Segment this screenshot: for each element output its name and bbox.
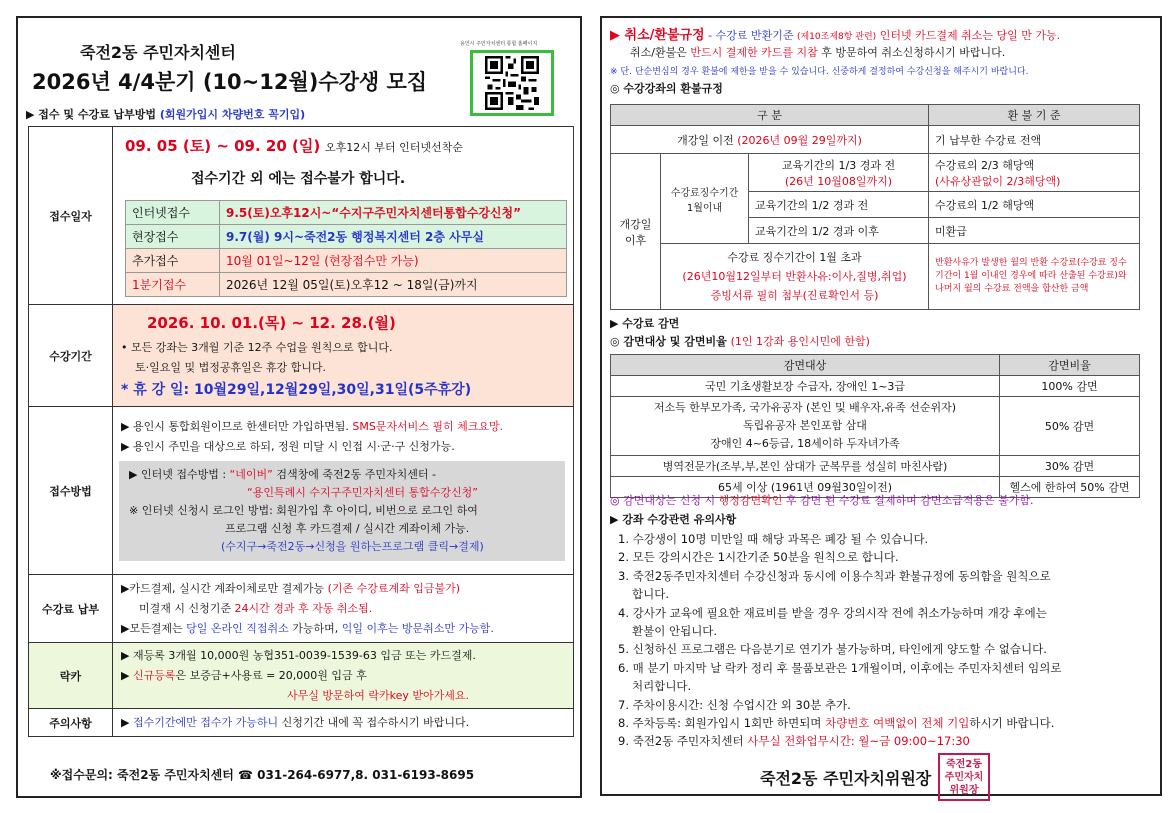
refund-header: ▶ 취소/환불규정 - 수강료 반환기준 (제10조제8항 관련) 인터넷 카드결제 취소는 당일 만 가능. (610, 28, 1061, 43)
reg-row-value: 9.5(토)오후12시~“수지구주민자치센터통합수강신청” (220, 200, 567, 224)
discount-row-target: 국민 기초생활보장 수급자, 장애인 1~3급 (611, 376, 1000, 397)
notes-list (618, 530, 1062, 751)
reg-row-key: 현장접수 (126, 224, 220, 248)
payment-line2: 미결재 시 신청기준 24시간 경과 후 자동 취소됨. (139, 601, 373, 615)
note-item: 처리합니다. (632, 679, 692, 694)
caution-line: ▶ 접수기간에만 접수가 가능하니 신청기간 내에 꼭 접수하시기 바랍니다. (121, 715, 470, 729)
refund-row-half-value: 수강료의 1/2 해당액 (929, 192, 1140, 218)
note-item: 8. 주차등록: 회원가입시 1회만 하면되며 차량번호 여백없이 전체 기입하시기 바랍니다. (618, 716, 1055, 731)
note-item: 5. 신청하신 프로그램은 다음분기로 연기가 불가능하며, 타인에게 양도할 수 없습니다. (618, 642, 1047, 657)
discount-row-rate: 100% 감면 (1000, 376, 1140, 397)
refund-row-over-month-value: 반환사유가 발생한 월의 반환 수강료(수강료 징수기간이 1월 이내인 경우에 따라 산출된 수강료)와 나머지 월의 수강료 전액을 합산한 금액 (929, 244, 1140, 310)
refund-row-after-half-value: 미환급 (929, 218, 1140, 244)
internet-method-box: ▶ 인터넷 접수방법 : “네이버” 검색창에 죽전2동 주민자치센터 - “용인특례시 수지구주민자치센터 통합수강신청” ※ 인터넷 신청시 로그인 방법: 회원가입 후 아이디, 비번으로 로그인 하여 프로그램 신청 후 카드결제 / 실시간 계좌이체 가능. (수지구→죽전2동→신청을 원하는프로그램 클릭→결제) (119, 461, 565, 561)
course-label: 수강기간 (29, 305, 113, 407)
reg-warning: 접수기간 외 에는 접수불가 합니다. (191, 170, 406, 187)
refund-row-third: 교육기간의 1/3 경과 전 (26년 10월08일까지) (749, 154, 929, 192)
integrated-registration-link[interactable]: “용인특례시 수지구주민자치센터 통합수강신청” (247, 485, 478, 499)
note-item: 3. 죽전2동주민자치센터 수강신청과 동시에 이용수칙과 환불규정에 동의함을 원칙으로 (618, 568, 1051, 583)
qr-caption: 용인시 주민자치센터 통합 홈페이지 (460, 41, 538, 47)
org-title: 죽전2동 주민자치센터 (80, 43, 236, 62)
refund-row-half: 교육기간의 1/2 경과 전 (749, 192, 929, 218)
reg-row-key: 1분기접수 (126, 272, 220, 296)
discount-subheader: ◎ 감면대상 및 감면비율 (1인 1강좌 용인시민에 한함) (610, 335, 870, 348)
discount-row-target: 저소득 한부모가족, 국가유공자 (본인 및 배우자,유족 선순위자) 독립유공자 본인포함 삼대 장애인 4~6등급, 18세이하 두자녀가족 (611, 397, 1000, 456)
course-period: 2026. 10. 01.(목) ~ 12. 28.(월) (147, 314, 396, 332)
after-start-label: 개강일 이후 (611, 154, 661, 310)
caution-label: 주의사항 (29, 709, 113, 737)
reg-channel-table (125, 200, 567, 297)
locker-line2: ▶ 신규등록은 보증금+사용료 = 20,000원 입금 후 (121, 668, 367, 682)
refund-table (610, 104, 1140, 310)
notes-header: ▶ 강좌 수강관련 유의사항 (610, 513, 737, 526)
note-item: 합니다. (632, 587, 669, 602)
contact-footer: ※접수문의: 죽전2동 주민자치센터 ☎ 031-264-6977,8. 031-6193-8695 (50, 768, 475, 782)
signature-title: 죽전2동 주민자치위원장 (760, 769, 932, 788)
refund-rule-title: ◎ 수강강좌의 환불규정 (610, 82, 723, 95)
discount-header: ▶ 수강료 감면 (610, 317, 680, 330)
refund-line3: ※ 단. 단순변심의 경우 환불에 제한을 받을 수 있습니다. 신중하게 결정하여 수강신청을 해주시기 바랍니다. (610, 67, 1029, 77)
locker-line1: ▶ 재등록 3개월 10,000원 농협351-0039-1539-63 입금 또는 카드결제. (121, 648, 476, 662)
payment-label: 수강료 납부 (29, 575, 113, 643)
note-item: 환불이 안됩니다. (632, 624, 718, 639)
refund-row-before-value: 기 납부한 수강료 전액 (929, 126, 1140, 154)
holiday-line: * 휴 강 일: 10월29일,12월29일,30일,31일(5주휴강) (121, 382, 472, 398)
note-item: 2. 모든 강의시간은 1시간기준 50분을 원칙으로 합니다. (618, 550, 899, 565)
discount-col-rate: 감면비율 (1000, 355, 1140, 376)
note-item: 1. 수강생이 10명 미만일 때 해당 과목은 폐강 될 수 있습니다. (618, 532, 929, 546)
refund-col-category: 구 분 (611, 105, 929, 126)
note-item: 9. 죽전2동 주민자치센터 사무실 전화업무시간: 월~금 09:00~17:30 (618, 734, 970, 749)
note-item: 6. 매 분기 마지막 날 락카 정리 후 물품보관은 1개월이며, 이후에는 주민자치센터 임의로 (618, 660, 1062, 675)
reg-row-value: 9.7(월) 9시~죽전2동 행정복지센터 2층 사무실 (220, 224, 567, 248)
info-table (28, 126, 574, 737)
discount-col-target: 감면대상 (611, 355, 1000, 376)
official-seal-icon: 죽전2동 주민자치 위원장 (938, 753, 990, 801)
discount-row-target: 병역전문가(조부,부,본인 삼대가 군복무를 성실히 마친사람) (611, 456, 1000, 477)
reg-row-value: 10월 01일~12일 (현장접수만 가능) (220, 248, 567, 272)
reg-row-value: 2026년 12월 05일(토)오후12 ~ 18일(금)까지 (220, 272, 567, 296)
method-line2: ▶ 용인시 주민을 대상으로 하되, 정원 미달 시 인접 시·군·구 신청가능. (121, 439, 455, 453)
refund-col-criteria: 환 불 기 준 (929, 105, 1140, 126)
refund-row-third-value: 수강료의 2/3 해당액 (사유상관없이 2/3해당액) (929, 154, 1140, 192)
note-item: 4. 강사가 교육에 필요한 재료비를 받을 경우 강의시작 전에 취소가능하며 개강 후에는 (618, 605, 1047, 620)
reg-label: 접수일자 (29, 127, 113, 305)
refund-row-before: 개강일 이전 (2026년 09월 29일까지) (611, 126, 929, 154)
refund-row-over-month: 수강료 징수기간이 1월 초과 (26년10월12일부터 반환사유:이사,질병,취업) 증빙서류 필히 첨부(진료확인서 등) (661, 244, 929, 310)
qr-code-icon[interactable] (470, 50, 554, 116)
refund-line2: 취소/환불은 반드시 결제한 카드를 지참 후 방문하여 취소신청하시기 바랍니다. (630, 46, 1006, 59)
discount-row-rate: 30% 감면 (1000, 456, 1140, 477)
payment-line1: ▶카드결제, 실시간 계좌이체로만 결제가능 (기존 수강료계좌 입금불가) (121, 581, 461, 595)
within-month-label: 수강료징수기간 1월이내 (661, 154, 749, 244)
course-line2: 토·일요일 및 법정공휴일은 휴강 합니다. (135, 361, 326, 374)
method-line1: ▶ 용인시 통합회원이므로 한센터만 가입하면됨. SMS문자서비스 필히 체크요망. (121, 419, 504, 433)
discount-table (610, 354, 1140, 498)
discount-note: ◎ 감면대상는 신청 시 행정감면확인 후 감면 된 수강료 결제하며 감면소급적용은 불가함. (610, 494, 1034, 507)
course-line1: • 모든 강좌는 3개월 기준 12주 수업을 원칙으로 합니다. (121, 341, 393, 354)
reg-period-note: 오후12시 부터 인터넷선착순 (324, 140, 463, 154)
left-panel (16, 16, 582, 798)
recruit-title: 2026년 4/4분기 (10~12월)수강생 모집 (32, 70, 428, 94)
discount-row-target: 65세 이상 (1961년 09월30일이전) (611, 477, 1000, 498)
reg-row-key: 인터넷접수 (126, 200, 220, 224)
reg-row-key: 추가접수 (126, 248, 220, 272)
payment-method-header: ▶ 접수 및 수강료 납부방법 (회원가입시 차량번호 꼭기입) (26, 108, 306, 121)
right-panel (600, 16, 1162, 796)
reg-period: 09. 05 (토) ~ 09. 20 (일) (125, 136, 321, 155)
payment-line3: ▶모든결제는 당일 온라인 직접취소 가능하며, 익일 이후는 방문취소만 가능함. (121, 621, 494, 635)
note-item: 7. 주차이용시간: 신청 수업시간 외 30분 추가. (618, 697, 851, 712)
refund-row-after-half: 교육기간의 1/2 경과 이후 (749, 218, 929, 244)
discount-row-rate: 50% 감면 (1000, 397, 1140, 456)
locker-label: 락카 (29, 643, 113, 709)
locker-line3: 사무실 방문하여 락카key 받아가세요. (287, 688, 470, 702)
discount-row-rate: 헬스에 한하여 50% 감면 (1000, 477, 1140, 498)
method-label: 접수방법 (29, 407, 113, 575)
